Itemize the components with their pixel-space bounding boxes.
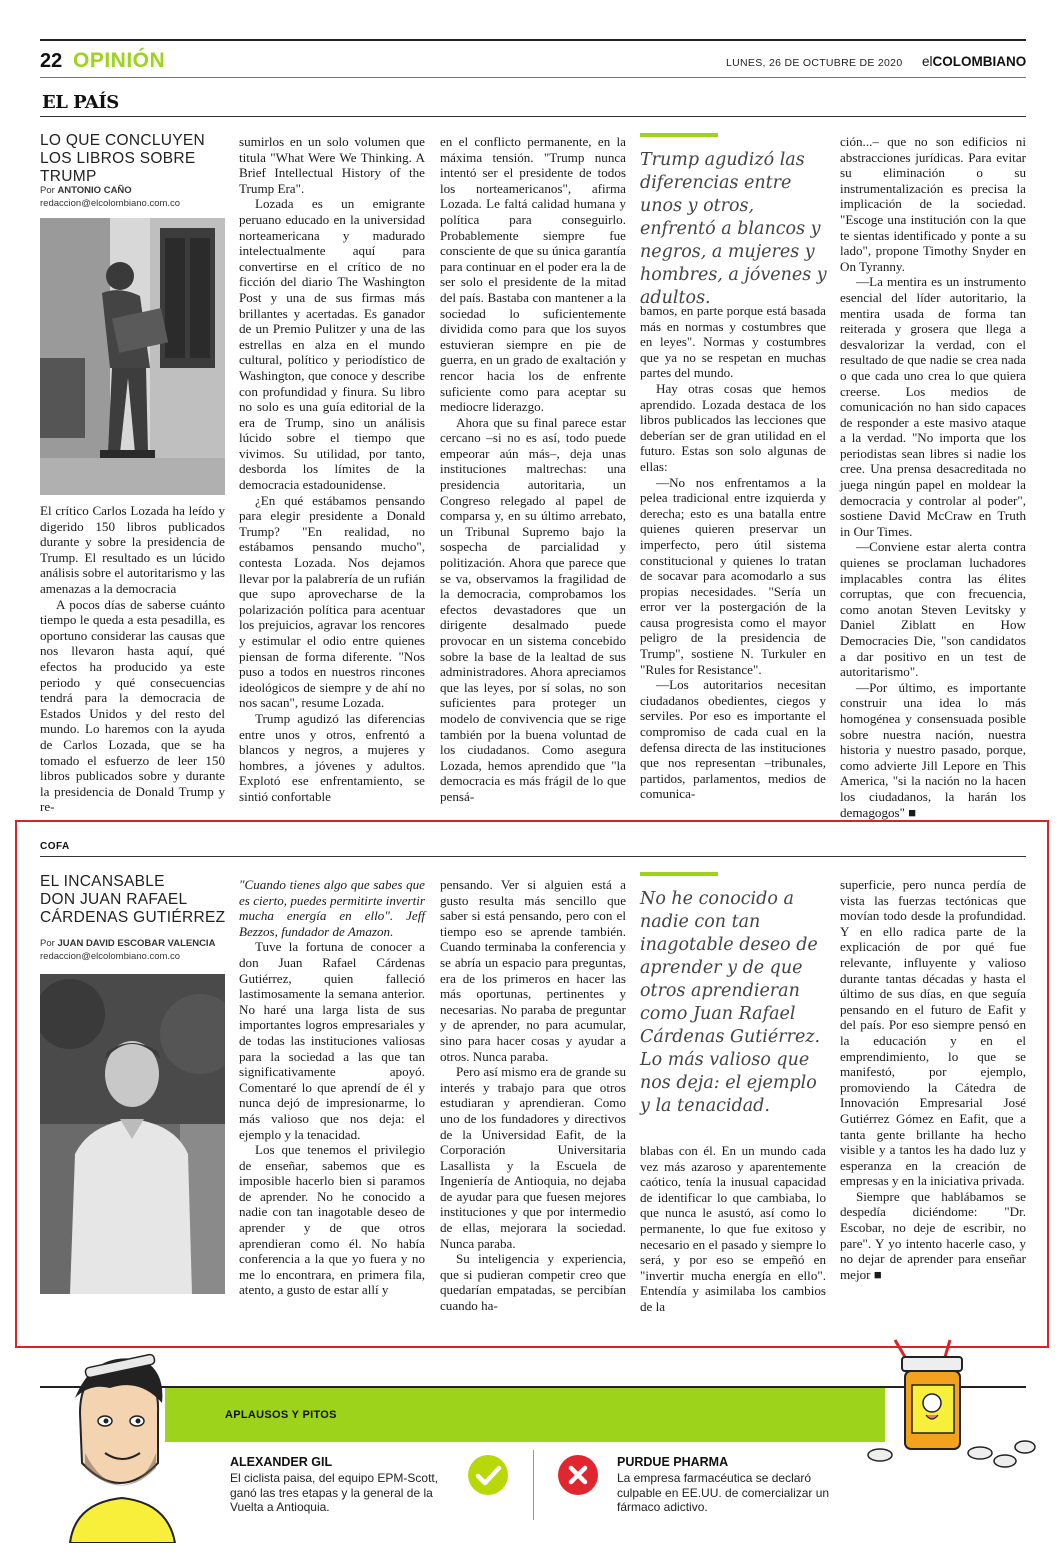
pullquote1-accent [640, 133, 718, 137]
article1-col1-p2: A pocos días de saberse cuánto tiempo le queda a esta pesadilla, es oportuno considerar las causas que nos llevaron hasta aquí, qué efectos ha producido ya este periodo y qué consecuencias tendrá para la democracia de Estados Unidos y del resto del mundo. Lo haremos con la ayuda de Carlos Lozada, que se ha tomado el esfuerzo de leer 150 libros publicados sobre y durante la presidencia de Donald Trump y re- [40, 596, 225, 815]
check-icon [468, 1455, 508, 1495]
article1-column-5 [840, 134, 1026, 820]
article1-col5-p3: —Conviene estar alerta contra quienes se proclaman luchadores implacables contra las élites corruptas, que con frecuencia, como anotan Steven Levitsky y Daniel Ziblatt en How Democracies Die, "son candidatos a dar positivo en un test de autoritarismo". [840, 539, 1026, 680]
article2-col2-p3: Los que tenemos el privilegio de enseñar, sabemos que es imposible hacerlo bien si paramos de aprender. No he conocido a nadie con tan inagotable deseo de aprender y de que otros aprendieran como él. No había conferencia a la que yo fuera y no me lo encontrara, en primera fila, atento, a gusto de estar allí y [239, 1142, 425, 1298]
pito-text: La empresa farmacéutica se declaró culpable en EE.UU. de comercializar un fármaco adictivo. [617, 1471, 830, 1514]
article1-headline: LO QUE CONCLUYEN LOS LIBROS SOBRE TRUMP [40, 132, 205, 185]
section-title: OPINIÓN [73, 49, 166, 72]
header-bottom-rule [40, 77, 1026, 78]
article2-col3-p1: pensando. Ver si alguien está a gusto resulta más sencillo que saber si está pensando, pero con el tiempo eso se aprende también. Cuando terminaba la conferencia y se abría un espacio para preguntas, era de los primeros en hacer las más oportunas, pertinentes y necesarias. No paraba de preguntar y de aprender, no para acumular, sino para hacer cosas y ayudar a otros. Nunca paraba. [440, 877, 626, 1064]
cofa-rule [40, 856, 1026, 857]
article1-col3-p1: en el conflicto permanente, en la máxima tensión. "Trump nunca intentó ser el presidente de todos los norteamericanos", afirma Lozada. Le faltá calidad humana y política para conseguirlo. Probablemente siempre fue consciente de que su única garantía para continuar en el poder era la de ser solo el presidente de la mitad del país. Bastaba con mantener a la sociedad lo suficientemente dividida como para que los suyos estuvieran siempre en pie de guerra, en un grado de exaltación y rencor hacia los de enfrente suficiente como para aceptar su mediocre liderazgo. [440, 134, 626, 415]
article2-email: redaccion@elcolombiano.com.co [40, 951, 181, 962]
pullquote2-accent [640, 872, 718, 876]
section-divider [40, 116, 1026, 117]
article2-column-4 [640, 1143, 826, 1315]
el-pais-logo: EL PAÍS [42, 92, 119, 113]
article1-col5-p1: ción...– que no son edificios ni abstracciones jurídicas. Para evitar su eliminación o su instrumentalización es precisa la implicación de la sociedad. "Escoge una institución con la que te sientas identificado y ponte a su lado", propone Timothy Snyder en On Tyranny. [840, 134, 1026, 274]
pill-bottle-icon [860, 1335, 1040, 1475]
article1-col4-p2: Hay otras cosas que hemos aprendido. Lozada destaca de los libros publicados las lecciones que deberían ser de gran utilidad en el futuro. Estas son solo algunas de ellas: [640, 380, 826, 474]
caricature-icon [40, 1343, 190, 1543]
article1-col5-p2: —La mentira es un instrumento esencial del líder autoritario, la mentira usada de forma tan reiterada y grosera que llega a desvalorizar la verdad, con el resultado de que nadie se crea nada o que cada uno crea lo que quiera creerse. Los medios de comunicación no han sido capaces de responder a este masivo ataque a la verdad. "No importa que los periodistas sean libres si nadie los cree. Una prensa desacreditada no juega ningún papel en moldear la democracia y controlar al poder", sostiene David McCraw en Truth in Our Times. [840, 274, 1026, 539]
article2-col3-p3: Su inteligencia y experiencia, que si pudieran competir creo que quedarían empatadas, se percibían cuando ha- [440, 1251, 626, 1314]
page-number: 22 [40, 50, 63, 72]
article2-epigraph: "Cuando tienes algo que sabes que es cierto, puedes permitirte invertir mucha energía en ello". Jeff Bezzos, fundador de Amazon. [239, 877, 425, 939]
header-top-rule [40, 39, 1026, 41]
brand-logo: elCOLOMBIANO [922, 54, 1027, 69]
article1-col2-p4: Trump agudizó las diferencias entre unos y otros, enfrentó a blancos y negros, a mujeres y hombres, a jóvenes y adultos. Explotó ese enfrentamiento, se sintió confortable [239, 710, 425, 804]
article1-col4-p4: —Los autoritarios necesitan ciudadanos obedientes, ciegos y serviles. Por eso es importante el compromiso de cada cual en la defensa directa de las instituciones que nos representan –tribunales, partidos, parlamentos, medios de comunica- [640, 677, 826, 802]
aplausos-divider [533, 1450, 534, 1520]
article2-col4-p1: blabas con él. En un mundo cada vez más azaroso y aparentemente caótico, tenía la inusual capacidad de identificar lo que cambiaba, lo que nunca le asustó, así como lo permanente, lo que fue exitoso y necesario en el pasado y siempre lo será, y por eso se empeñó en "invertir mucha energía en ello". Entendía y asimilaba los cambios de la [640, 1143, 826, 1314]
article1-column-1 [40, 503, 225, 815]
x-icon [558, 1455, 598, 1495]
pito-name: PURDUE PHARMA [617, 1455, 729, 1469]
article1-col2-p3: ¿En qué estábamos pensando para elegir presidente a Donald Trump? "En realidad, no estábamos pensando mucho", contesta Lozada. Nos dejamos llevar por la palabrería de un rufián que supo aprovecharse de la polarización política para acentuar los prejuicios, agravar los rencores y estimular el odio entre quienes piensan de forma diferente. "Nos puso a todos en nuestros rincones ideológicos de siempre y de ahí no nos sacan", resume Lozada. [239, 492, 425, 711]
article2-headline: EL INCANSABLE DON JUAN RAFAEL CÁRDENAS GUTIÉRREZ [40, 873, 226, 926]
article1-column-3 [440, 134, 626, 805]
article1-col3-p2: Ahora que su final parece estar cercano –si no es así, todo puede empeorar aún más–, deja unas instituciones maltrechas: una presidencia autoritaria, un Congreso relegado al papel de comparsa y, en su último arrebato, un Tribunal Supremo bajo la sospecha de parcialidad y politización. Ahora que parece que se va, observamos la fragilidad de la democracia, comprobamos los efectos devastadores que un dirigente desalmado puede provocar en un sistema concebido sobre la base de la lealtad de sus administradores. Ahora apreciamos que las leyes, por sí solas, no son suficientes para proteger un modelo de convivencia que se rige también por la buena voluntad de los ciudadanos. Como asegura Lozada, hemos aprendido que "la democracia es más frágil de lo que pensá- [440, 414, 626, 804]
article1-column-4 [640, 303, 826, 802]
article1-email: redaccion@elcolombiano.com.co [40, 198, 181, 209]
article1-col2-p1: sumirlos en un solo volumen que titula "What Were We Thinking. A Brief Intellectual History of the Trump Era". [239, 134, 425, 196]
article1-col5-p4: —Por último, es importante construir una idea lo más homogénea y consensuada posible sobre nuestra nación, nuestra historia y nuestro pasado, porque, como advierte Jill Lepore en This America, "si la nación no la hacen los ciudadanos, la harán los demagogos" ■ [840, 679, 1026, 820]
article2-column-2 [239, 877, 425, 1298]
article1-col1-p1: El crítico Carlos Lozada ha leído y digerido 150 libros publicados durante y sobre la presidencia de Trump. El resultado es un lúcido análisis sobre el autoritarismo y las amenazas a la democracia [40, 503, 225, 596]
article2-col2-p2: Tuve la fortuna de conocer a don Juan Rafael Cárdenas Gutiérrez, quien falleció lastimosamente la semana anterior. No haré una larga lista de sus importantes logros empresariales y de todas las instituciones valiosas para la sociedad a las que tan significativamente apoyó. Comentaré lo que aprendí de él y nunca dejó de impresionarme, lo más valioso que nos deja: el ejemplo y la tenacidad. [239, 939, 425, 1142]
aplauso-name: ALEXANDER GIL [230, 1455, 333, 1469]
article1-col4-p1: bamos, en parte porque está basada más en normas y costumbres que en leyes". Normas y costumbres que ya no se respetan en muchas partes del mundo. [640, 303, 826, 381]
aplausos-label: APLAUSOS Y PITOS [225, 1409, 337, 1421]
article1-col2-p2: Lozada es un emigrante peruano educado en la universidad norteamericana y madurado intelectualmente aquí para convertirse en el crítico de no ficción del diario The Washington Post y una de sus firmas más brillantes y acertadas. Es ganador de un Premio Pulitzer y una de las estrellas en alza en el mundo cultural, político y periodístico de Washington, que conoce y describe con profundidad y finura. Su libro no solo es una guía editorial de la era de Trump, sino un análisis lúcido sobre el tiempo que vivimos. Su utilidad, por tanto, desborda los límites de la democracia estadounidense. [239, 196, 425, 493]
article2-column-3 [440, 877, 626, 1314]
article2-byline: Por JUAN DAVID ESCOBAR VALENCIA [40, 938, 216, 949]
article1-pullquote: Trump agudizó las diferencias entre unos y otros, enfrentó a blancos y negros, a mujeres y hombres, a jóvenes y adultos. [640, 150, 827, 308]
article1-column-2 [239, 134, 425, 805]
article2-pullquote: No he conocido a nadie con tan inagotable deseo de aprender y de que otros aprendieran como Juan Rafael Cárdenas Gutiérrez. Lo más valioso que nos deja: el ejemplo y la tenacidad. [640, 889, 821, 1116]
article2-column-5 [840, 877, 1026, 1282]
article2-col3-p2: Pero así mismo era de grande su interés y trabajo para que otros estudiaran y aprendieran. Como uno de los fundadores y directivos de la Universidad Eafit, de la Corporación Universitaria Lasallista y la Escuela de Ingeniería de Antioquia, no dejaba de ayudar para que fuesen mejores instituciones y que por intermedio de ellas, mejorara la sociedad. Nunca paraba. [440, 1064, 626, 1251]
article1-byline: Por ANTONIO CAÑO [40, 185, 132, 196]
aplauso-text: El ciclista paisa, del equipo EPM-Scott, ganó las tres etapas y la general de la Vuelta a Antioquia. [230, 1471, 439, 1514]
article2-col5-p1: superficie, pero nunca perdía de vista las fuerzas tectónicas que movían todo desde la profundidad. Y en ello radica parte de la explicación de por qué fue relevante, influyente y valioso durante tantas décadas y hasta el último de sus días, en que seguía pensando en el futuro de Eafit y del país. Por eso siempre pensó en la educación y en el emprendimiento, lo que se manifestó, por ejemplo, promoviendo la Cátedra de Innovación Empresarial José Gutiérrez Gómez en Eafit, que a tanta gente brillante ha hecho visible y a tantos les ha dado luz y esperanza en la creación de empresas y en la iniciativa privada. [840, 877, 1026, 1189]
article1-col4-p3: —No nos enfrentamos a la pelea tradicional entre izquierda y derecha; esto es una batalla entre quienes quieren preservar un imperfecto, pero útil sistema constitucional y quienes lo tratan de socavar para acomodarlo a sus propias necesidades. "Sería un error ver la postergación de la causa progresista como el mayor peligro de la presidencia de Trump", sostiene N. Turkuler en "Rules for Resistance". [640, 474, 826, 677]
article2-col5-p2: Siempre que hablábamos se despedía diciéndome: "Dr. Escobar, no deje de escribir, no pare". Y yo intento hacerle caso, y no dejar de aprender para enseñar mejor ■ [840, 1188, 1026, 1282]
cofa-label: COFA [40, 841, 70, 852]
page-date: LUNES, 26 DE OCTUBRE DE 2020 [726, 57, 903, 69]
statue-photo [40, 218, 225, 495]
author-photo [40, 974, 225, 1294]
